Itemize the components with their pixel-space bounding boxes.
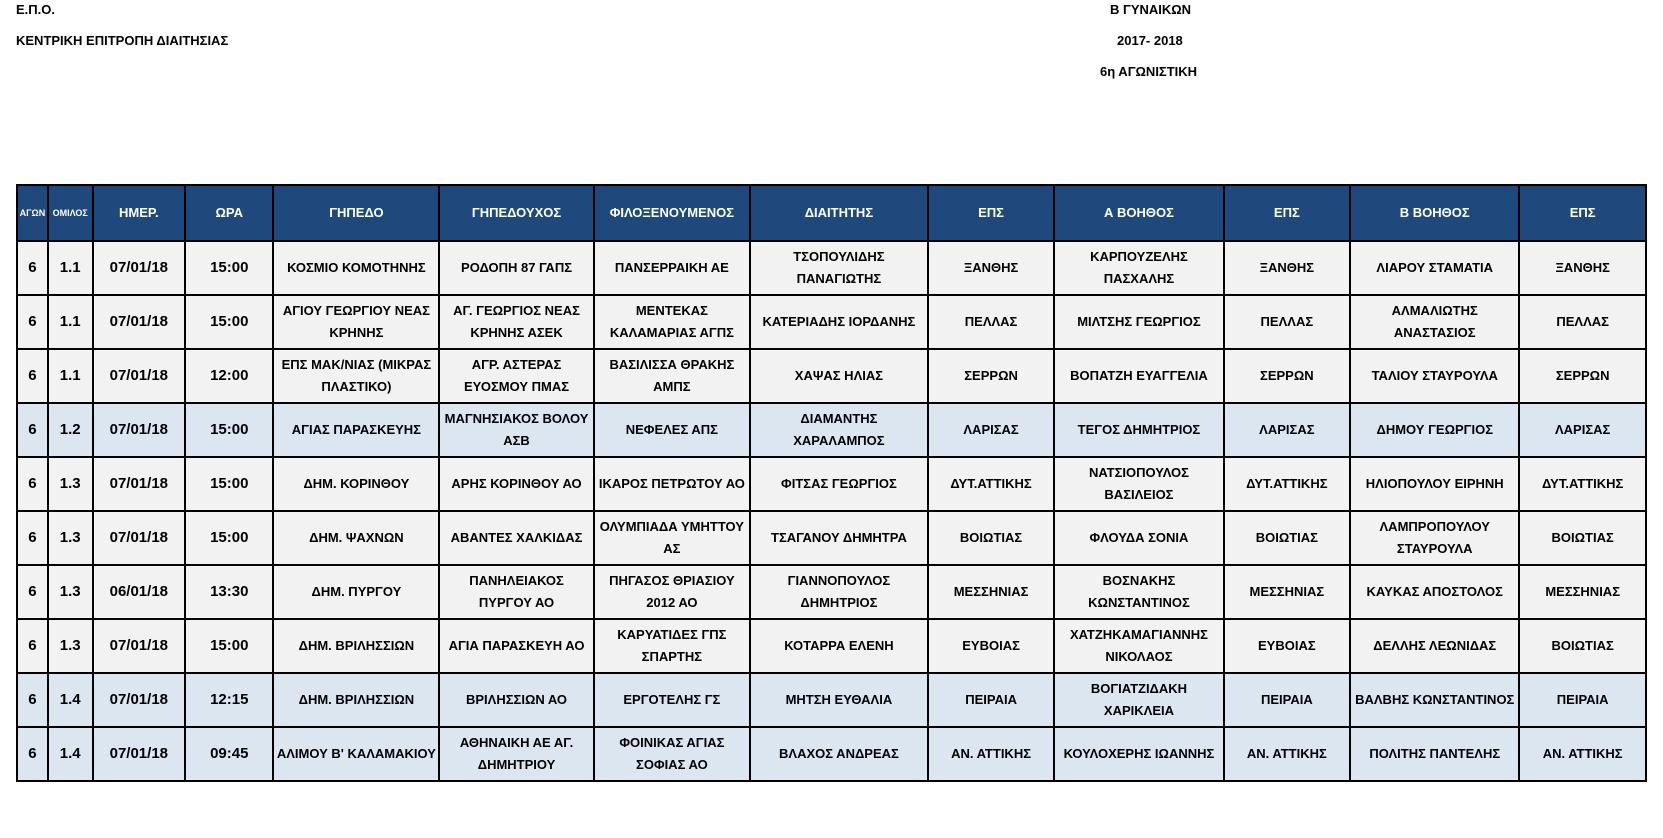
group-cell: 1.3 (48, 619, 93, 673)
assistant-a-cell: ΚΑΡΠΟΥΖΕΛΗΣ ΠΑΣΧΑΛΗΣ (1054, 241, 1223, 295)
stadium-cell: ΔΗΜ. ΚΟΡΙΝΘΟΥ (273, 457, 439, 511)
assistant-b-union-cell: ΑΝ. ΑΤΤΙΚΗΣ (1519, 727, 1646, 781)
assistant-b-cell: ΠΟΛΙΤΗΣ ΠΑΝΤΕΛΗΣ (1350, 727, 1519, 781)
home-team-cell: ΑΘΗΝΑΙΚΗ ΑΕ ΑΓ. ΔΗΜΗΤΡΙΟΥ (439, 727, 593, 781)
assistant-a-cell: ΜΙΛΤΣΗΣ ΓΕΩΡΓΙΟΣ (1054, 295, 1223, 349)
referee-cell: ΤΣΟΠΟΥΛΙΔΗΣ ΠΑΝΑΓΙΩΤΗΣ (750, 241, 928, 295)
referee-cell: ΓΙΑΝΝΟΠΟΥΛΟΣ ΔΗΜΗΤΡΙΟΣ (750, 565, 928, 619)
stadium-cell: ΑΓΙΑΣ ΠΑΡΑΣΚΕΥΗΣ (273, 403, 439, 457)
group-cell: 1.3 (48, 457, 93, 511)
table-row (17, 295, 1646, 349)
table-row (17, 403, 1646, 457)
assistant-a-union-cell: ΞΑΝΘΗΣ (1224, 241, 1351, 295)
column-header: ΩΡΑ (185, 185, 273, 241)
table-row (17, 457, 1646, 511)
column-header: ΕΠΣ (928, 185, 1055, 241)
match-time-cell: 13:30 (185, 565, 273, 619)
category-title: Β ΓΥΝΑΙΚΩΝ (1110, 2, 1192, 17)
table-row (17, 349, 1646, 403)
away-team-cell: ΠΗΓΑΣΟΣ ΘΡΙΑΣΙΟΥ 2012 ΑΟ (594, 565, 750, 619)
assistant-a-cell: ΦΛΟΥΔΑ ΣΟΝΙΑ (1054, 511, 1223, 565)
match-time-cell: 09:45 (185, 727, 273, 781)
match-time-cell: 15:00 (185, 295, 273, 349)
assistant-b-union-cell: ΒΟΙΩΤΙΑΣ (1519, 619, 1646, 673)
match-time-cell: 15:00 (185, 619, 273, 673)
organization-title: Ε.Π.Ο. (16, 2, 56, 17)
stadium-cell: ΕΠΣ ΜΑΚ/ΝΙΑΣ (ΜΙΚΡΑΣ ΠΛΑΣΤΙΚΟ) (273, 349, 439, 403)
assistant-b-cell: ΤΑΛΙΟΥ ΣΤΑΥΡΟΥΛΑ (1350, 349, 1519, 403)
table-header-row (17, 185, 1646, 241)
match-date-cell: 07/01/18 (93, 295, 186, 349)
match-number-cell: 6 (17, 619, 48, 673)
season-label: 2017- 2018 (1117, 33, 1183, 48)
assistant-a-cell: ΒΟΓΙΑΤΖΙΔΑΚΗ ΧΑΡΙΚΛΕΙΑ (1054, 673, 1223, 727)
assistant-a-union-cell: ΣΕΡΡΩΝ (1224, 349, 1351, 403)
assistant-b-union-cell: ΠΕΙΡΑΙΑ (1519, 673, 1646, 727)
referee-cell: ΜΗΤΣΗ ΕΥΘΑΛΙΑ (750, 673, 928, 727)
match-date-cell: 07/01/18 (93, 349, 186, 403)
column-header: Α ΒΟΗΘΟΣ (1054, 185, 1223, 241)
assistant-b-cell: ΒΑΛΒΗΣ ΚΩΝΣΤΑΝΤΙΝΟΣ (1350, 673, 1519, 727)
assistant-b-cell: ΔΗΜΟΥ ΓΕΩΡΓΙΟΣ (1350, 403, 1519, 457)
stadium-cell: ΑΛΙΜΟΥ Β' ΚΑΛΑΜΑΚΙΟΥ (273, 727, 439, 781)
assistant-a-cell: ΧΑΤΖΗΚΑΜΑΓΙΑΝΝΗΣ ΝΙΚΟΛΑΟΣ (1054, 619, 1223, 673)
table-row (17, 727, 1646, 781)
match-number-cell: 6 (17, 565, 48, 619)
assistant-a-union-cell: ΛΑΡΙΣΑΣ (1224, 403, 1351, 457)
match-date-cell: 07/01/18 (93, 727, 186, 781)
match-date-cell: 07/01/18 (93, 511, 186, 565)
column-header: ΕΠΣ (1519, 185, 1646, 241)
assistant-a-union-cell: ΠΕΙΡΑΙΑ (1224, 673, 1351, 727)
table-row (17, 619, 1646, 673)
group-cell: 1.1 (48, 241, 93, 295)
group-cell: 1.4 (48, 673, 93, 727)
assistant-a-cell: ΤΕΓΟΣ ΔΗΜΗΤΡΙΟΣ (1054, 403, 1223, 457)
assistant-b-cell: ΛΙΑΡΟΥ ΣΤΑΜΑΤΙΑ (1350, 241, 1519, 295)
group-cell: 1.3 (48, 565, 93, 619)
home-team-cell: ΑΓ. ΓΕΩΡΓΙΟΣ ΝΕΑΣ ΚΡΗΝΗΣ ΑΣΕΚ (439, 295, 593, 349)
away-team-cell: ΝΕΦΕΛΕΣ ΑΠΣ (594, 403, 750, 457)
match-number-cell: 6 (17, 727, 48, 781)
match-number-cell: 6 (17, 673, 48, 727)
referee-union-cell: ΠΕΛΛΑΣ (928, 295, 1055, 349)
away-team-cell: ΕΡΓΟΤΕΛΗΣ ΓΣ (594, 673, 750, 727)
match-number-cell: 6 (17, 295, 48, 349)
away-team-cell: ΙΚΑΡΟΣ ΠΕΤΡΩΤΟΥ ΑΟ (594, 457, 750, 511)
assistant-b-union-cell: ΞΑΝΘΗΣ (1519, 241, 1646, 295)
committee-title: ΚΕΝΤΡΙΚΗ ΕΠΙΤΡΟΠΗ ΔΙΑΙΤΗΣΙΑΣ (16, 33, 229, 48)
assistant-a-union-cell: ΕΥΒΟΙΑΣ (1224, 619, 1351, 673)
referee-union-cell: ΒΟΙΩΤΙΑΣ (928, 511, 1055, 565)
column-header: ΦΙΛΟΞΕΝΟΥΜΕΝΟΣ (594, 185, 750, 241)
assistant-a-cell: ΒΟΣΝΑΚΗΣ ΚΩΝΣΤΑΝΤΙΝΟΣ (1054, 565, 1223, 619)
referee-cell: ΔΙΑΜΑΝΤΗΣ ΧΑΡΑΛΑΜΠΟΣ (750, 403, 928, 457)
assistant-a-union-cell: ΑΝ. ΑΤΤΙΚΗΣ (1224, 727, 1351, 781)
stadium-cell: ΔΗΜ. ΨΑΧΝΩΝ (273, 511, 439, 565)
referee-union-cell: ΑΝ. ΑΤΤΙΚΗΣ (928, 727, 1055, 781)
referee-cell: ΚΑΤΕΡΙΑΔΗΣ ΙΟΡΔΑΝΗΣ (750, 295, 928, 349)
home-team-cell: ΑΓΙΑ ΠΑΡΑΣΚΕΥΗ ΑΟ (439, 619, 593, 673)
match-time-cell: 12:00 (185, 349, 273, 403)
stadium-cell: ΔΗΜ. ΠΥΡΓΟΥ (273, 565, 439, 619)
away-team-cell: ΒΑΣΙΛΙΣΣΑ ΘΡΑΚΗΣ ΑΜΠΣ (594, 349, 750, 403)
group-cell: 1.4 (48, 727, 93, 781)
away-team-cell: ΚΑΡΥΑΤΙΔΕΣ ΓΠΣ ΣΠΑΡΤΗΣ (594, 619, 750, 673)
assistant-b-union-cell: ΔΥΤ.ΑΤΤΙΚΗΣ (1519, 457, 1646, 511)
referee-cell: ΚΟΤΑΡΡΑ ΕΛΕΝΗ (750, 619, 928, 673)
column-header: ΔΙΑΙΤΗΤΗΣ (750, 185, 928, 241)
away-team-cell: ΠΑΝΣΕΡΡΑΙΚΗ ΑΕ (594, 241, 750, 295)
assistant-b-union-cell: ΜΕΣΣΗΝΙΑΣ (1519, 565, 1646, 619)
referee-assignments-table (16, 184, 1647, 782)
column-header: ΓΗΠΕΔΟΥΧΟΣ (439, 185, 593, 241)
referee-cell: ΧΑΨΑΣ ΗΛΙΑΣ (750, 349, 928, 403)
stadium-cell: ΔΗΜ. ΒΡΙΛΗΣΣΙΩΝ (273, 619, 439, 673)
assistant-a-cell: ΝΑΤΣΙΟΠΟΥΛΟΣ ΒΑΣΙΛΕΙΟΣ (1054, 457, 1223, 511)
assistant-b-union-cell: ΠΕΛΛΑΣ (1519, 295, 1646, 349)
referee-union-cell: ΕΥΒΟΙΑΣ (928, 619, 1055, 673)
assistant-b-cell: ΚΑΥΚΑΣ ΑΠΟΣΤΟΛΟΣ (1350, 565, 1519, 619)
column-header: ΟΜΙΛΟΣ (48, 185, 93, 241)
home-team-cell: ΑΡΗΣ ΚΟΡΙΝΘΟΥ ΑΟ (439, 457, 593, 511)
assistant-b-cell: ΔΕΛΛΗΣ ΛΕΩΝΙΔΑΣ (1350, 619, 1519, 673)
home-team-cell: ΡΟΔΟΠΗ 87 ΓΑΠΣ (439, 241, 593, 295)
match-number-cell: 6 (17, 403, 48, 457)
stadium-cell: ΑΓΙΟΥ ΓΕΩΡΓΙΟΥ ΝΕΑΣ ΚΡΗΝΗΣ (273, 295, 439, 349)
assistant-a-union-cell: ΒΟΙΩΤΙΑΣ (1224, 511, 1351, 565)
column-header: ΓΗΠΕΔΟ (273, 185, 439, 241)
assistant-a-cell: ΚΟΥΛΟΧΕΡΗΣ ΙΩΑΝΝΗΣ (1054, 727, 1223, 781)
column-header: Β ΒΟΗΘΟΣ (1350, 185, 1519, 241)
group-cell: 1.1 (48, 349, 93, 403)
match-time-cell: 12:15 (185, 673, 273, 727)
match-time-cell: 15:00 (185, 403, 273, 457)
match-date-cell: 07/01/18 (93, 403, 186, 457)
group-cell: 1.1 (48, 295, 93, 349)
match-time-cell: 15:00 (185, 511, 273, 565)
away-team-cell: ΜΕΝΤΕΚΑΣ ΚΑΛΑΜΑΡΙΑΣ ΑΓΠΣ (594, 295, 750, 349)
table-row (17, 673, 1646, 727)
group-cell: 1.2 (48, 403, 93, 457)
column-header: ΑΓΩΝ (17, 185, 48, 241)
assistant-b-union-cell: ΒΟΙΩΤΙΑΣ (1519, 511, 1646, 565)
match-date-cell: 07/01/18 (93, 457, 186, 511)
home-team-cell: ΒΡΙΛΗΣΣΙΩΝ ΑΟ (439, 673, 593, 727)
referee-cell: ΒΛΑΧΟΣ ΑΝΔΡΕΑΣ (750, 727, 928, 781)
away-team-cell: ΦΟΙΝΙΚΑΣ ΑΓΙΑΣ ΣΟΦΙΑΣ ΑΟ (594, 727, 750, 781)
assistant-a-union-cell: ΠΕΛΛΑΣ (1224, 295, 1351, 349)
table-row (17, 511, 1646, 565)
away-team-cell: ΟΛΥΜΠΙΑΔΑ ΥΜΗΤΤΟΥ ΑΣ (594, 511, 750, 565)
referee-cell: ΤΣΑΓΑΝΟΥ ΔΗΜΗΤΡΑ (750, 511, 928, 565)
home-team-cell: ΠΑΝΗΛΕΙΑΚΟΣ ΠΥΡΓΟΥ ΑΟ (439, 565, 593, 619)
match-number-cell: 6 (17, 241, 48, 295)
referee-union-cell: ΞΑΝΘΗΣ (928, 241, 1055, 295)
assistant-b-cell: ΑΛΜΑΛΙΩΤΗΣ ΑΝΑΣΤΑΣΙΟΣ (1350, 295, 1519, 349)
match-date-cell: 07/01/18 (93, 673, 186, 727)
stadium-cell: ΚΟΣΜΙΟ ΚΟΜΟΤΗΝΗΣ (273, 241, 439, 295)
referee-union-cell: ΠΕΙΡΑΙΑ (928, 673, 1055, 727)
column-header: ΕΠΣ (1224, 185, 1351, 241)
assistant-a-cell: ΒΟΠΑΤΖΗ ΕΥΑΓΓΕΛΙΑ (1054, 349, 1223, 403)
assistant-b-union-cell: ΛΑΡΙΣΑΣ (1519, 403, 1646, 457)
assistant-a-union-cell: ΜΕΣΣΗΝΙΑΣ (1224, 565, 1351, 619)
referee-union-cell: ΣΕΡΡΩΝ (928, 349, 1055, 403)
referee-union-cell: ΜΕΣΣΗΝΙΑΣ (928, 565, 1055, 619)
referee-union-cell: ΛΑΡΙΣΑΣ (928, 403, 1055, 457)
match-date-cell: 06/01/18 (93, 565, 186, 619)
match-number-cell: 6 (17, 457, 48, 511)
home-team-cell: ΑΓΡ. ΑΣΤΕΡΑΣ ΕΥΟΣΜΟΥ ΠΜΑΣ (439, 349, 593, 403)
match-time-cell: 15:00 (185, 241, 273, 295)
match-date-cell: 07/01/18 (93, 241, 186, 295)
referee-cell: ΦΙΤΣΑΣ ΓΕΩΡΓΙΟΣ (750, 457, 928, 511)
match-number-cell: 6 (17, 511, 48, 565)
column-header: ΗΜΕΡ. (93, 185, 186, 241)
home-team-cell: ΜΑΓΝΗΣΙΑΚΟΣ ΒΟΛΟΥ ΑΣΒ (439, 403, 593, 457)
round-label: 6η ΑΓΩΝΙΣΤΙΚΗ (1100, 64, 1198, 79)
home-team-cell: ΑΒΑΝΤΕΣ ΧΑΛΚΙΔΑΣ (439, 511, 593, 565)
group-cell: 1.3 (48, 511, 93, 565)
table-row (17, 241, 1646, 295)
referee-union-cell: ΔΥΤ.ΑΤΤΙΚΗΣ (928, 457, 1055, 511)
assistant-a-union-cell: ΔΥΤ.ΑΤΤΙΚΗΣ (1224, 457, 1351, 511)
stadium-cell: ΔΗΜ. ΒΡΙΛΗΣΣΙΩΝ (273, 673, 439, 727)
match-number-cell: 6 (17, 349, 48, 403)
match-date-cell: 07/01/18 (93, 619, 186, 673)
assistant-b-union-cell: ΣΕΡΡΩΝ (1519, 349, 1646, 403)
assistant-b-cell: ΗΛΙΟΠΟΥΛΟΥ ΕΙΡΗΝΗ (1350, 457, 1519, 511)
assistant-b-cell: ΛΑΜΠΡΟΠΟΥΛΟΥ ΣΤΑΥΡΟΥΛΑ (1350, 511, 1519, 565)
table-row (17, 565, 1646, 619)
match-time-cell: 15:00 (185, 457, 273, 511)
